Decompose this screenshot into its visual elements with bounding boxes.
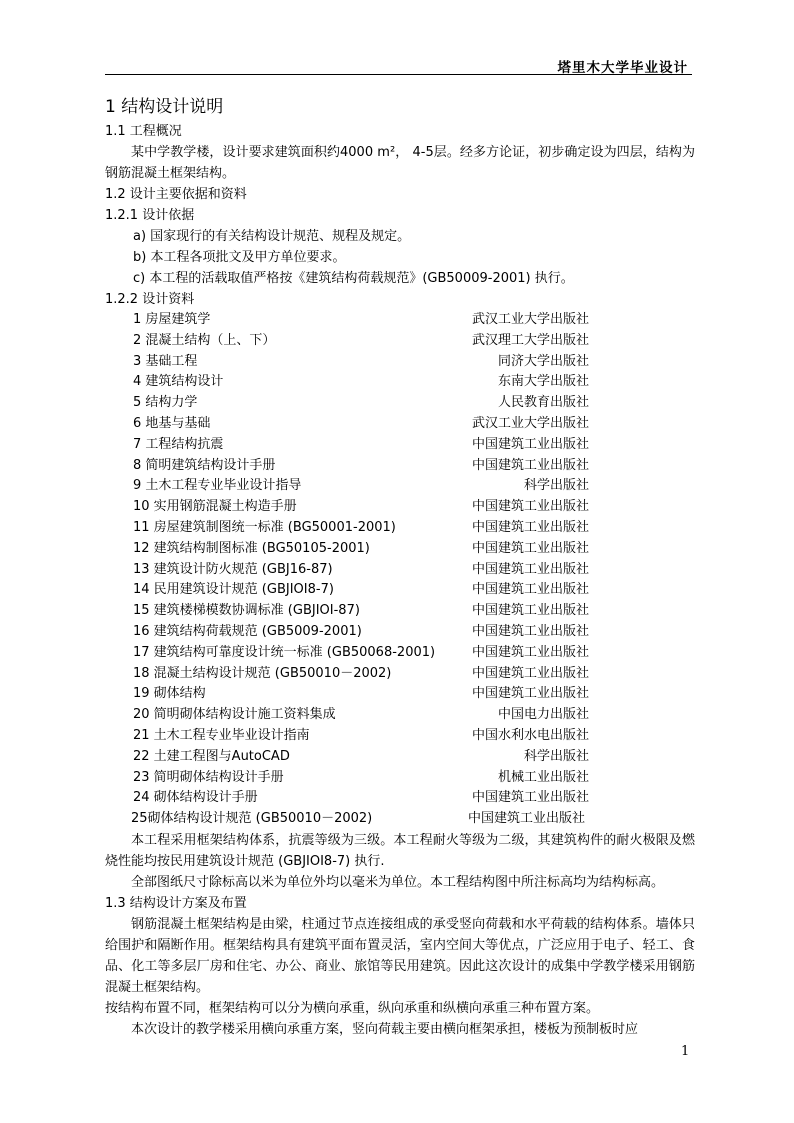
page-header: [105, 48, 692, 75]
reference-title: 14 民用建筑设计规范 (GBJIOI8-7): [133, 582, 334, 598]
reference-title: 10 实用钢筋混凝土构造手册: [133, 499, 297, 515]
reference-publisher: 东南大学出版社: [497, 374, 589, 390]
reference-title: 16 建筑结构荷载规范 (GB5009-2001): [133, 623, 362, 639]
reference-item: [105, 684, 695, 705]
reference-publisher: 中国建筑工业出版社: [471, 436, 589, 452]
section-1-2-title: 1.2 设计主要依据和资料: [105, 187, 247, 202]
reference-publisher: 中国建筑工业出版社: [471, 603, 589, 619]
reference-title: 25砌体结构设计规范 (GB50010－2002): [131, 811, 373, 827]
document-body: [105, 93, 695, 1040]
reference-list: [105, 310, 695, 830]
reference-item: [105, 393, 695, 414]
reference-title: 6 地基与基础: [133, 415, 211, 431]
reference-item: [105, 539, 695, 560]
reference-title: 7 工程结构抗震: [133, 436, 224, 452]
units-note-paragraph: 全部图纸尺寸除标高以米为单位外均以毫米为单位。本工程结构图中所注标高均为结构标高。: [131, 874, 665, 890]
reference-publisher: 武汉工业大学出版社: [471, 312, 589, 327]
reference-item: [105, 705, 695, 726]
reference-item: [105, 310, 695, 331]
reference-item: [105, 456, 695, 477]
reference-item: [105, 601, 695, 622]
reference-publisher: 中国建筑工业出版社: [471, 665, 589, 681]
reference-item: [105, 747, 695, 768]
reference-publisher: 中国建筑工业出版社: [471, 582, 589, 598]
reference-publisher: 中国建筑工业出版社: [471, 561, 589, 577]
reference-publisher: 中国建筑工业出版社: [467, 811, 585, 827]
section-1-title: 1 结构设计说明: [105, 97, 224, 117]
reference-item: [105, 435, 695, 456]
reference-item: [105, 622, 695, 643]
reference-publisher: 中国建筑工业出版社: [471, 790, 589, 806]
section-1-2-1-title: 1.2.1 设计依据: [105, 208, 195, 223]
project-overview-paragraph: 某中学教学楼，设计要求建筑面积约4000 m²， 4-5层。经多方论证，初步确定设为四层，结构为钢筋混凝土框架结构。: [105, 145, 695, 181]
reference-publisher: 武汉理工大学出版社: [471, 332, 589, 348]
reference-publisher: 中国水利水电出版社: [471, 727, 589, 743]
reference-title: 3 基础工程: [133, 353, 198, 369]
reference-title: 18 混凝土结构设计规范 (GB50010－2002): [133, 665, 392, 681]
reference-title: 4 建筑结构设计: [133, 374, 224, 390]
reference-publisher: 中国建筑工业出版社: [471, 499, 589, 515]
reference-title: 24 砌体结构设计手册: [133, 790, 258, 806]
reference-item: [105, 331, 695, 352]
reference-title: 9 土木工程专业毕业设计指导: [133, 478, 302, 494]
seismic-fire-rating-paragraph: 本工程采用框架结构体系，抗震等级为三级。本工程耐火等级为二级，其建筑构件的耐火极限及燃烧性能均按民用建筑设计规范 (GBJIOI8-7) 执行.: [105, 832, 695, 869]
transverse-bearing-paragraph: 本次设计的教学楼采用横向承重方案，竖向荷载主要由横向框架承担，楼板为预制板时应: [131, 1021, 639, 1037]
reference-title: 23 简明砌体结构设计手册: [133, 769, 284, 785]
reference-publisher: 中国建筑工业出版社: [471, 457, 589, 473]
reference-title: 2 混凝土结构（上、下）: [133, 332, 276, 348]
reference-title: 11 房屋建筑制图统一标准 (BG50001-2001): [133, 519, 396, 535]
reference-title: 15 建筑楼梯模数协调标准 (GBJIOI-87): [133, 603, 360, 619]
page-number: 1: [681, 1044, 690, 1059]
reference-item: [105, 497, 695, 518]
reference-item: [105, 788, 695, 809]
design-basis-list: [105, 226, 695, 289]
reference-item: [105, 580, 695, 601]
reference-item: [105, 560, 695, 581]
reference-title: 19 砌体结构: [133, 686, 206, 702]
layout-options-paragraph: 按结构布置不同，框架结构可以分为横向承重，纵向承重和纵横向承重三种布置方案。: [105, 1000, 600, 1016]
section-1-1-title: 1.1 工程概况: [105, 124, 182, 139]
reference-item: [105, 372, 695, 393]
reference-item: [105, 768, 695, 789]
design-basis-item-a: a) 国家现行的有关结构设计规范、规程及规定。: [133, 229, 411, 244]
reference-publisher: 中国建筑工业出版社: [471, 540, 589, 556]
reference-publisher: 同济大学出版社: [497, 353, 589, 369]
reference-item: [105, 476, 695, 497]
section-1-3-title: 1.3 结构设计方案及布置: [105, 895, 247, 911]
reference-title: 12 建筑结构制图标准 (BG50105-2001): [133, 540, 370, 556]
reference-publisher: 中国建筑工业出版社: [471, 644, 589, 660]
reference-item: [105, 643, 695, 664]
reference-publisher: 中国建筑工业出版社: [471, 519, 589, 535]
reference-publisher: 机械工业出版社: [497, 769, 589, 785]
reference-title: 1 房屋建筑学: [133, 312, 211, 327]
design-basis-item-b: b) 本工程各项批文及甲方单位要求。: [133, 250, 346, 265]
design-basis-item-c: c) 本工程的活载取值严格按《建筑结构荷载规范》(GB50009-2001) 执行。: [133, 271, 574, 286]
section-1-2-2-title: 1.2.2 设计资料: [105, 292, 195, 307]
reference-title: 8 简明建筑结构设计手册: [133, 457, 276, 473]
reference-publisher: 武汉工业大学出版社: [471, 415, 589, 431]
reference-item: [105, 414, 695, 435]
header-title: 塔里木大学毕业设计: [557, 60, 688, 76]
reference-title: 13 建筑设计防火规范 (GBJ16-87): [133, 561, 333, 577]
reference-publisher: 中国电力出版社: [497, 707, 589, 723]
reference-title: 20 简明砌体结构设计施工资料集成: [133, 707, 336, 723]
reference-publisher: 科学出版社: [523, 748, 589, 764]
reference-title: 17 建筑结构可靠度设计统一标准 (GB50068-2001): [133, 644, 436, 660]
reference-publisher: 中国建筑工业出版社: [471, 686, 589, 702]
reference-item: [105, 664, 695, 685]
reference-item: [105, 726, 695, 747]
reference-item: [105, 809, 695, 830]
reference-publisher: 人民教育出版社: [497, 395, 589, 411]
reference-publisher: 中国建筑工业出版社: [471, 623, 589, 639]
frame-structure-paragraph: 钢筋混凝土框架结构是由梁，柱通过节点连接组成的承受竖向荷载和水平荷载的结构体系。墙体只给围护和隔断作用。框架结构具有建筑平面布置灵活，室内空间大等优点，广泛应用于电子、轻工、食品、化工等多层厂房和住宅、办公、商业、旅馆等民用建筑。因此这次设计的成集中学教学楼采用钢筋混凝土框架结构。: [105, 916, 695, 995]
reference-title: 5 结构力学: [133, 395, 198, 411]
reference-publisher: 科学出版社: [523, 478, 589, 494]
reference-title: 21 土木工程专业毕业设计指南: [133, 727, 310, 743]
reference-item: [105, 518, 695, 539]
reference-title: 22 土建工程图与AutoCAD: [133, 748, 290, 764]
reference-item: [105, 352, 695, 373]
